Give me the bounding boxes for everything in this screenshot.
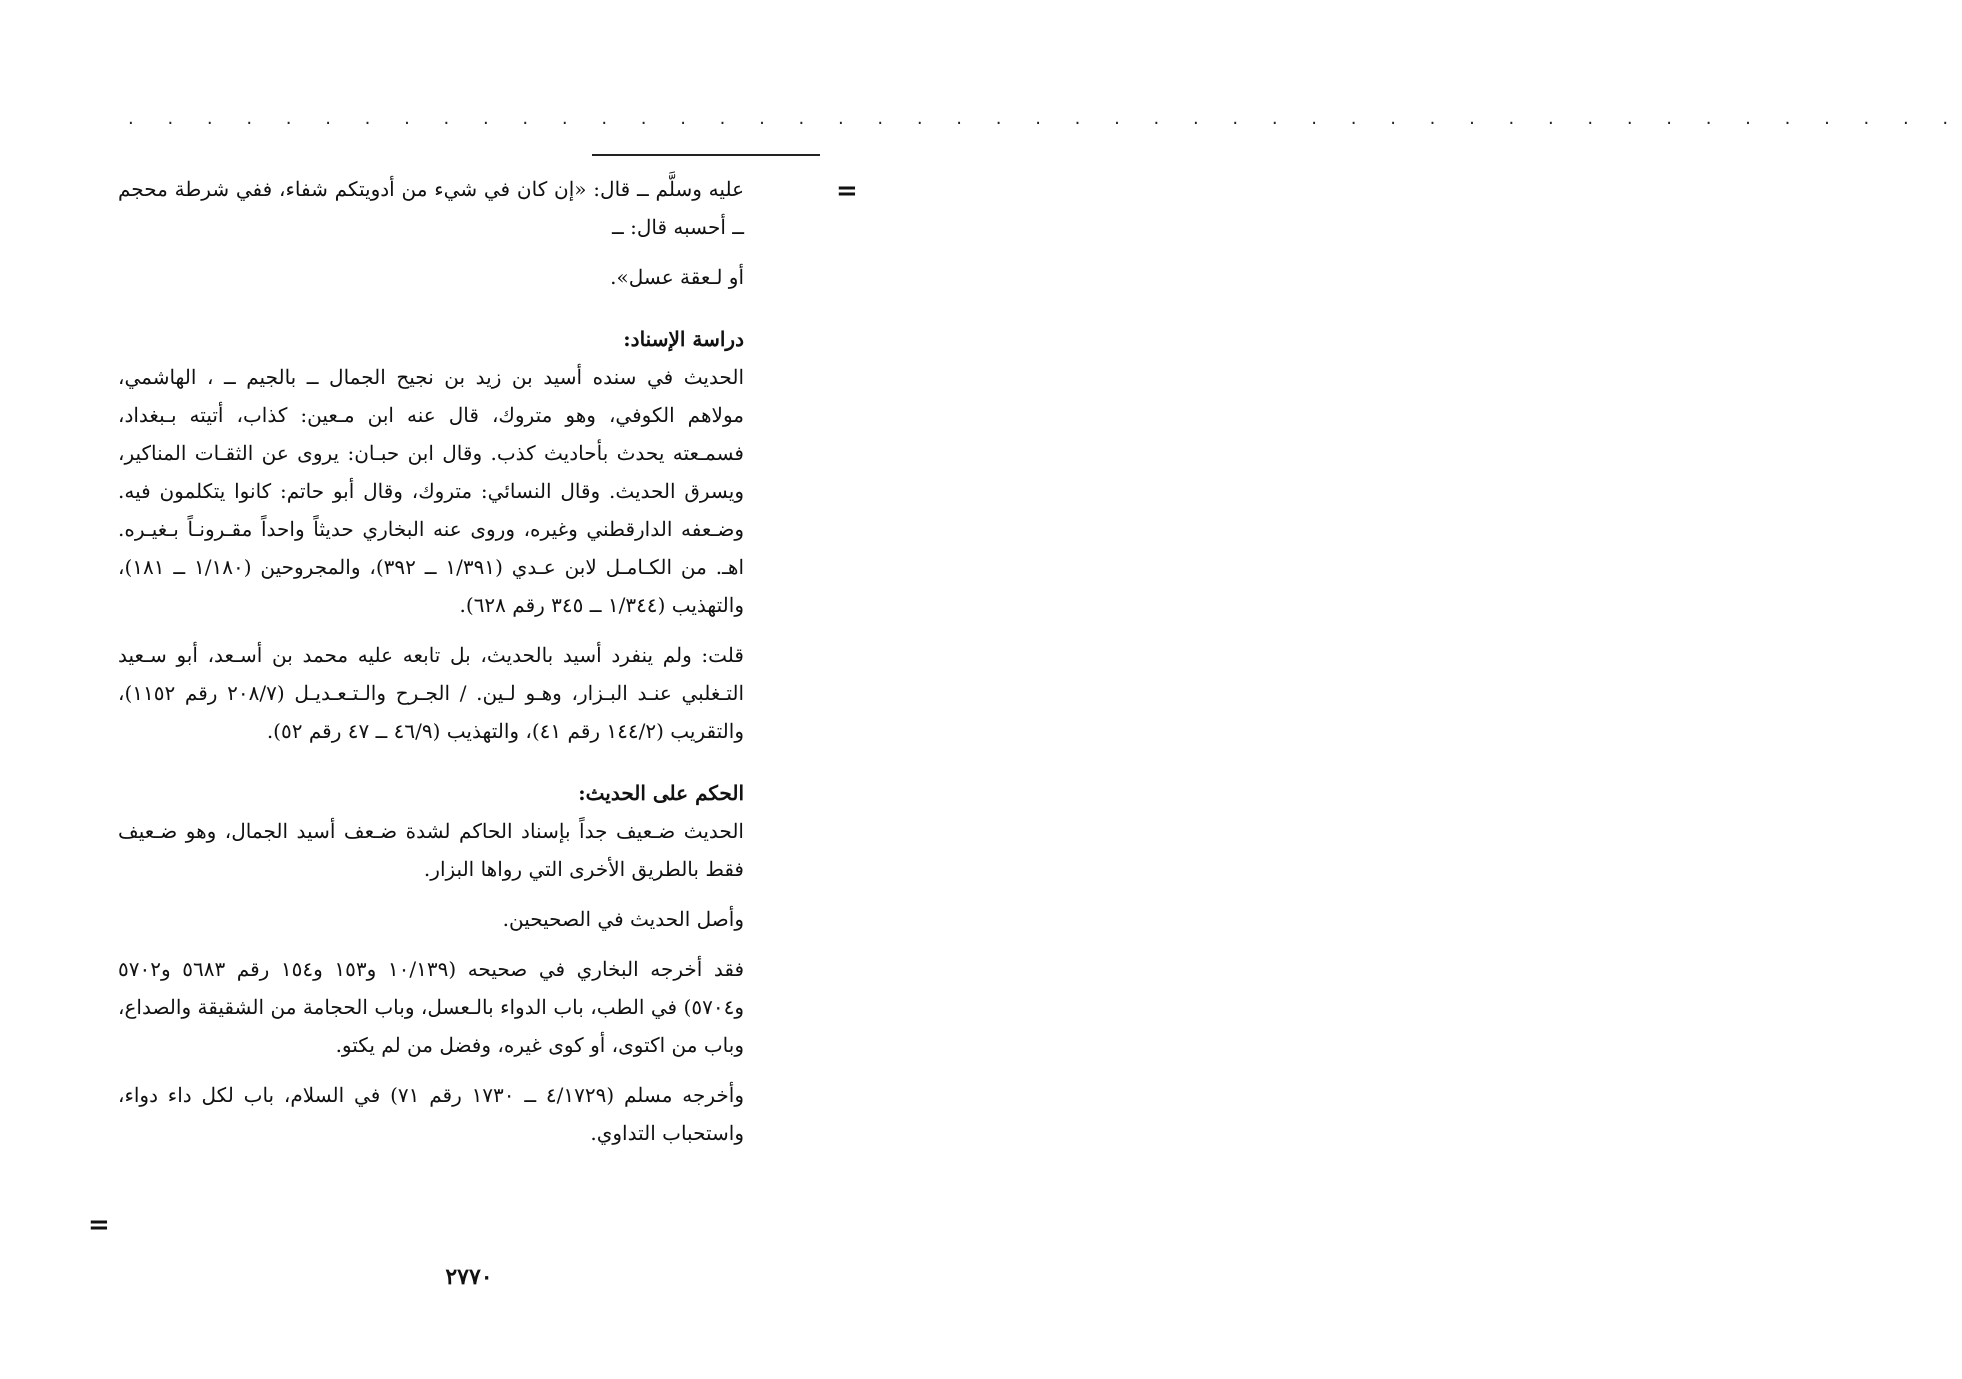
continuation-mark-top: = xyxy=(836,176,858,206)
hadith-text-continued: عليه وسلَّم ــ قال: «إن كان في شيء من أدويتكم شفاء، ففي شرطة محجم ــ أحسبه قال: ــ xyxy=(118,177,744,239)
asl-paragraph: وأصل الحديث في الصحيحين. xyxy=(502,907,744,931)
muslim-paragraph: وأخرجه مسلم (٤/١٧٢٩ ــ ١٧٣٠ رقم ٧١) في السلام، باب لكل داء دواء، واستحباب التداوي. xyxy=(118,1083,745,1145)
qultu-paragraph: قلت: ولم ينفرد أسيد بالحديث، بل تابعه عليه محمد بن أسـعد، أبو سـعيد التـغلبي عنـد البـزار، وهـو لـين. / الجـرح والـتـعـديـل (٢٠٨/٧ رقم ١١٥٢)، والتقريب (١٤٤/٢ رقم ٤١)، والتهذيب (٤٦/٩ ــ ٤٧ رقم ٥٢). xyxy=(118,643,745,743)
bukhari-paragraph: فقد أخرجه البخاري في صحيحه (١٠/١٣٩ و١٥٣ و١٥٤ رقم ٥٦٨٣ و٥٧٠٢ و٥٧٠٤) في الطب، باب الدواء بالـعسل، وباب الحجامة من الشقيقة والصداع، وباب من اكتوى، أو كوى غيره، وفضل من لم يكتو. xyxy=(118,957,745,1057)
hukm-paragraph: الحديث ضـعيف جداً بإسناد الحاكم لشدة ضـعف أسيد الجمال، وهو ضـعيف فقط بالطريق الأخرى التي رواها البزار. xyxy=(118,819,744,881)
dotted-separator: . . . . . . . . . . . . . . . . . . . . . . . . . . . . . . . . . . . . . . . . . . . . . . . xyxy=(128,108,1962,129)
footnote-rule xyxy=(592,154,820,156)
isnad-paragraph: الحديث في سنده أسيد بن زيد بن نجيح الجمال ــ بالجيم ــ ، الهاشمي، مولاهم الكوفي، وهو متروك، قال عنه ابن مـعين: كذاب، أتيته بـبغداد، فسمـعته يحدث بأحاديث كذب. وقال ابن حبـان: يروى عن الثقـات المناكير، ويسرق الحديث. وقال النسائي: متروك، وقال أبو حاتم: كانوا يتكلمون فيه. وضـعفه الدارقطني وغيره، وروى عنه البخاري حديثاً واحداً مقـرونـاً بـغيـره. اهـ. من الكـامـل لابن عـدي (١/٣٩١ ــ ٣٩٢)، والمجروحين (١/١٨٠ ــ ١٨١)، والتهذيب (١/٣٤٤ ــ ٣٤٥ رقم ٦٢٨). xyxy=(118,365,745,617)
hadith-text-end: أو لـعقة عسل». xyxy=(610,265,744,289)
continuation-mark-bottom: = xyxy=(88,1210,110,1240)
isnad-heading: دراسة الإسناد: xyxy=(623,327,744,351)
hukm-heading: الحكم على الحديث: xyxy=(578,781,744,805)
page-body xyxy=(118,170,744,1164)
page-number: ٢٧٧٠ xyxy=(445,1264,493,1290)
